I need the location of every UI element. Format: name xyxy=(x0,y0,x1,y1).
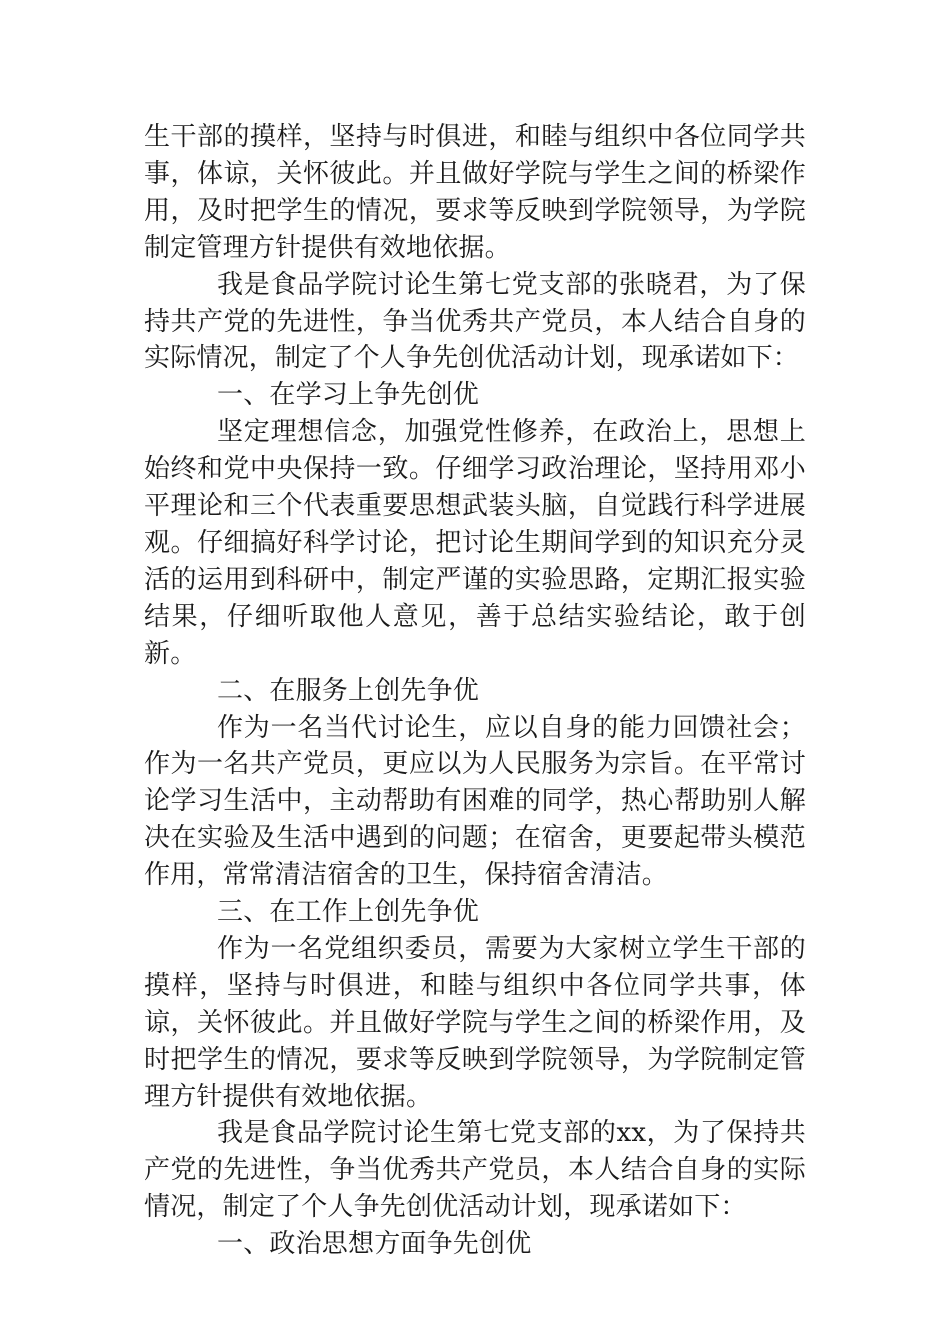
section-heading: 一、在学习上争先创优 xyxy=(217,380,480,411)
body-paragraph: 作为一名党组织委员，需要为大家树立学生干部的摸样，坚持与时俱进，和睦与组织中各位同学共事，体谅，关怀彼此。并且做好学院与学生之间的桥梁作用，及时把学生的情况，要求等反映到学院领导，为学院制定管理方针提供有效地依据。 xyxy=(144,933,806,1112)
body-paragraph: 我是食品学院讨论生第七党支部的张晓君，为了保持共产党的先进性，争当优秀共产党员，本人结合自身的实际情况，制定了个人争先创优活动计划，现承诺如下： xyxy=(144,269,806,374)
continued-paragraph: 生干部的摸样，坚持与时俱进，和睦与组织中各位同学共事，体谅，关怀彼此。并且做好学院与学生之间的桥梁作用，及时把学生的情况，要求等反映到学院领导，为学院制定管理方针提供有效地依据。 xyxy=(144,122,806,263)
body-paragraph: 坚定理想信念，加强党性修养，在政治上，思想上始终和党中央保持一致。仔细学习政治理论，坚持用邓小平理论和三个代表重要思想武装头脑，自觉践行科学进展观。仔细搞好科学讨论，把讨论生期间学到的知识充分灵活的运用到科研中，制定严谨的实验思路，定期汇报实验结果，仔细听取他人意见，善于总结实验结论，敢于创新。 xyxy=(144,417,806,669)
body-paragraph: 作为一名当代讨论生，应以自身的能力回馈社会；作为一名共产党员，更应以为人民服务为宗旨。在平常讨论学习生活中，主动帮助有困难的同学，热心帮助别人解决在实验及生活中遇到的问题；在宿舍，更要起带头模范作用，常常清洁宿舍的卫生，保持宿舍清洁。 xyxy=(144,712,806,891)
section-heading: 三、在工作上创先争优 xyxy=(217,897,480,928)
document-page xyxy=(144,119,806,1263)
section-heading: 一、政治思想方面争先创优 xyxy=(217,1229,532,1260)
section-heading: 二、在服务上创先争优 xyxy=(217,675,480,706)
body-paragraph: 我是食品学院讨论生第七党支部的xx，为了保持共产党的先进性，争当优秀共产党员，本人结合自身的实际情况，制定了个人争先创优活动计划，现承诺如下： xyxy=(144,1118,806,1223)
